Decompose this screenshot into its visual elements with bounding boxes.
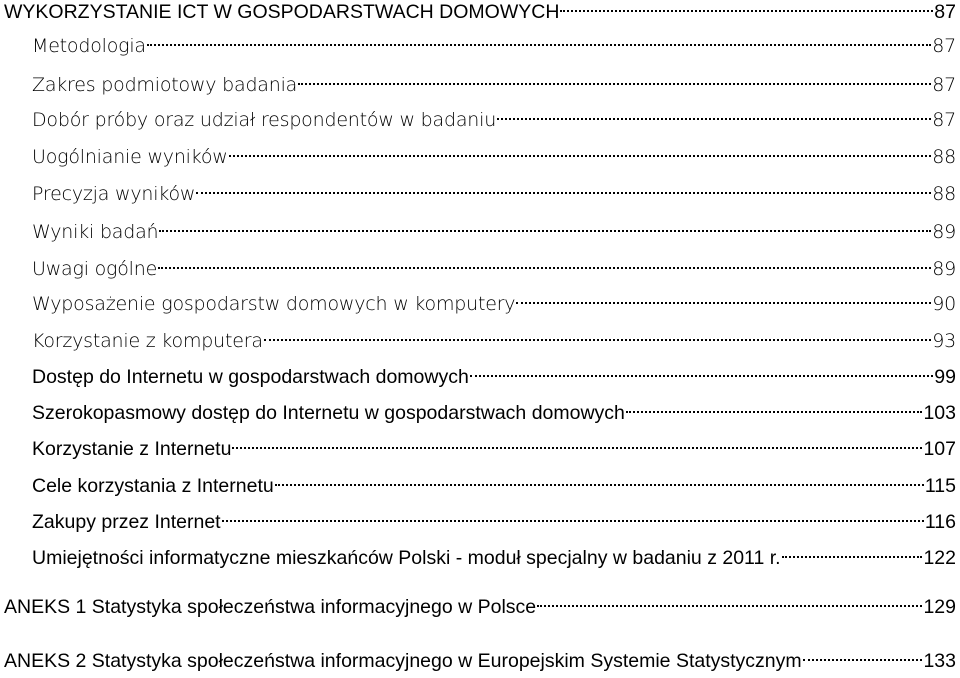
toc-entry-title: Dobór próby oraz udział respondentów w badaniu: [32, 109, 497, 131]
toc-entry-title: Zakres podmiotowy badania: [32, 74, 298, 96]
toc-entry[interactable]: [32, 360, 956, 394]
toc-entry-page: 103: [923, 402, 956, 424]
toc-entry[interactable]: [32, 140, 956, 174]
toc-entry-title: Korzystanie z Internetu: [32, 438, 232, 460]
toc-entry[interactable]: [32, 29, 956, 63]
toc-entry[interactable]: [32, 68, 956, 102]
toc-entry[interactable]: [4, 590, 956, 624]
dot-leader: [560, 10, 933, 12]
dot-leader: [158, 267, 931, 269]
toc-entry-title: Uwagi ogólne: [32, 258, 158, 280]
toc-entry[interactable]: [32, 215, 956, 249]
toc-entry-page: 88: [932, 183, 956, 205]
dot-leader: [147, 44, 931, 46]
dot-leader: [196, 192, 931, 194]
toc-entry-page: 133: [923, 650, 956, 672]
dot-leader: [229, 155, 932, 157]
toc-entry[interactable]: [32, 324, 956, 358]
toc-entry-page: 89: [932, 221, 956, 243]
dot-leader: [275, 484, 924, 486]
dot-leader: [497, 118, 931, 120]
toc-entry-title: Cele korzystania z Internetu: [32, 475, 274, 497]
dot-leader: [159, 230, 931, 232]
dot-leader: [803, 659, 923, 661]
dot-leader: [470, 375, 933, 377]
toc-entry-page: 93: [932, 330, 956, 352]
toc-entry[interactable]: [32, 541, 956, 575]
toc-entry-title: Umiejętności informatyczne mieszkańców Polski - moduł specjalny w badaniu z 2011 r.: [32, 547, 781, 569]
toc-entry-title: Dostęp do Internetu w gospodarstwach domowych: [32, 366, 469, 388]
toc-entry-page: 88: [932, 146, 956, 168]
dot-leader: [626, 411, 923, 413]
toc-entry-page: 87: [932, 35, 956, 57]
toc-entry-title: Wyposażenie gospodarstw domowych w komputery: [32, 293, 516, 315]
dot-leader: [264, 339, 931, 341]
toc-entry-title: ANEKS 2 Statystyka społeczeństwa informacyjnego w Europejskim Systemie Statystycznym: [4, 650, 802, 672]
toc-entry[interactable]: [32, 505, 956, 539]
dot-leader: [516, 302, 931, 304]
toc-entry-title: WYKORZYSTANIE ICT W GOSPODARSTWACH DOMOWYCH: [4, 1, 560, 23]
toc-entry[interactable]: [32, 432, 956, 466]
dot-leader: [232, 447, 922, 449]
toc-entry-page: 90: [932, 293, 956, 315]
toc-entry-title: Wyniki badań: [32, 221, 159, 243]
toc-entry[interactable]: [4, 0, 956, 29]
toc-entry-page: 107: [923, 438, 956, 460]
dot-leader: [782, 556, 923, 558]
toc-entry-page: 129: [923, 596, 956, 618]
dot-leader: [537, 605, 922, 607]
toc-entry-title: Korzystanie z komputera: [32, 330, 263, 352]
toc-entry[interactable]: [32, 396, 956, 430]
toc-entry-title: Szerokopasmowy dostęp do Internetu w gospodarstwach domowych: [32, 402, 625, 424]
toc-entry-title: Zakupy przez Internet: [32, 511, 221, 533]
toc-entry-page: 116: [924, 511, 956, 533]
toc-entry-title: Metodologia: [32, 35, 146, 57]
toc-entry[interactable]: [32, 287, 956, 321]
toc-entry[interactable]: [32, 103, 956, 137]
toc-entry[interactable]: [32, 469, 956, 503]
toc-entry[interactable]: [4, 644, 956, 678]
toc-entry-page: 122: [923, 547, 956, 569]
toc-entry-page: 115: [924, 475, 956, 497]
toc-entry-page: 87: [934, 1, 956, 23]
toc-entry-page: 87: [932, 109, 956, 131]
toc-entry-title: ANEKS 1 Statystyka społeczeństwa informacyjnego w Polsce: [4, 596, 537, 618]
toc-entry[interactable]: [32, 177, 956, 211]
toc-entry-title: Precyzja wyników: [32, 183, 196, 205]
toc-entry-page: 99: [934, 366, 956, 388]
dot-leader: [222, 520, 924, 522]
toc-entry-title: Uogólnianie wyników: [32, 146, 228, 168]
dot-leader: [298, 83, 931, 85]
toc-entry-page: 89: [932, 258, 956, 280]
toc-entry-page: 87: [932, 74, 956, 96]
toc-entry[interactable]: [32, 252, 956, 286]
